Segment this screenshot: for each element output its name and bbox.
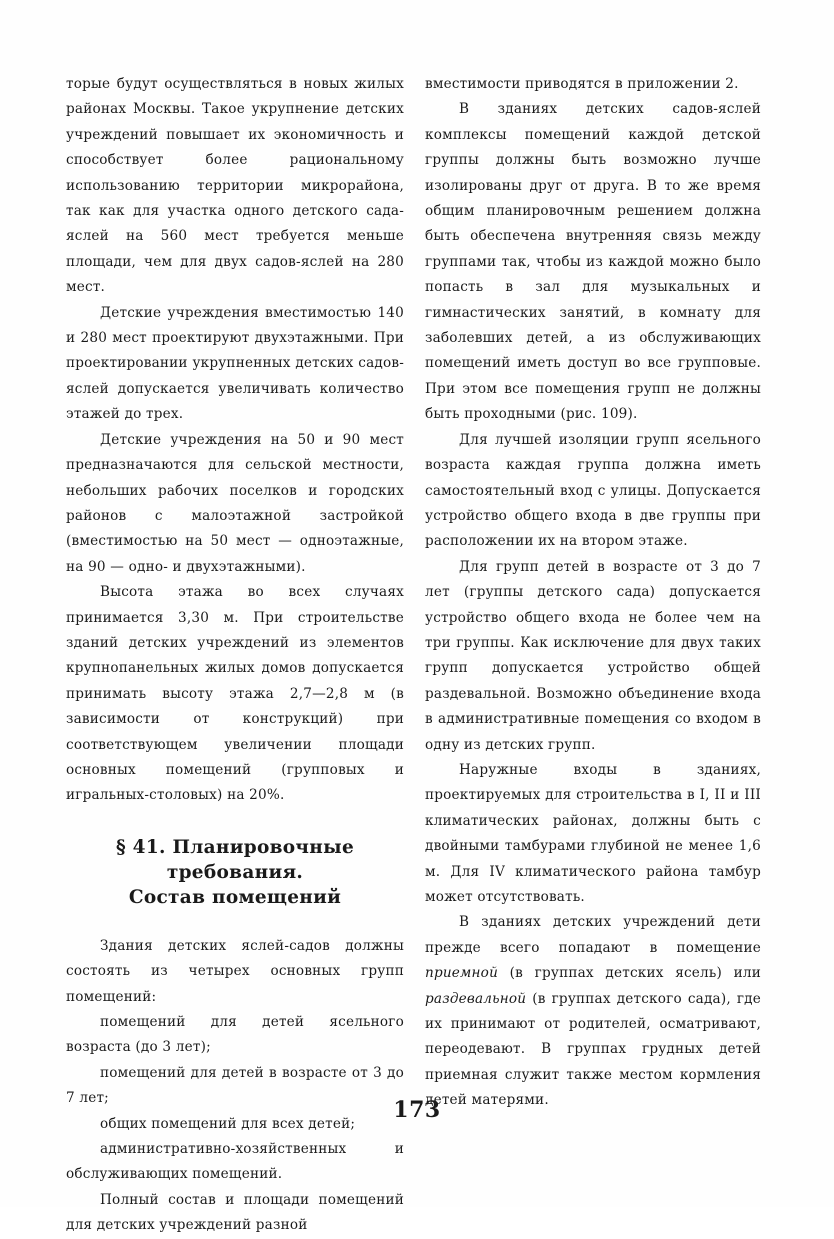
paragraph: Для лучшей изоляции групп ясельного возраста каждая группа должна иметь самостоятельный вход с улицы. Допускается устройство общего входа в две группы при расположении их на втором этаже. — [425, 431, 761, 550]
paragraph: Высота этажа во всех случаях принимается 3,30 м. При строительстве зданий детских учреждений из элементов крупнопанельных жилых домов допускается принимать высоту этажа 2,7—2,8 м (в зависимости от конструкций) при соответствующем увеличении площади основных помещений (групповых и игральных-столовых) на 20%. — [66, 584, 404, 804]
section-heading-line: § 41. Планировочные — [115, 836, 355, 858]
paragraph: Полный состав и площади помещений для детских учреждений разной — [66, 1191, 404, 1234]
left-column — [66, 72, 404, 1239]
paragraph: В зданиях детских садов-яслей комплексы помещений каждой детской группы должны быть возможно лучше изолированы друг от друга. В то же время общим планировочным решением должна быть обеспечена внутренняя связь между группами так, чтобы из каждой можно было попасть в зал для музыкальных и гимнастических занятий, в комнату для заболевших детей, а из обслуживающих помещений иметь доступ во все групповые. При этом все помещения групп не должны быть проходными (рис. 109). — [425, 101, 761, 423]
paragraph: Наружные входы в зданиях, проектируемых для строительства в I, II и III климатических районах, должны быть с двойными тамбурами глубиной не менее 1,6 м. Для IV климатического района тамбур может отсутствовать. — [425, 761, 761, 905]
paragraph: вместимости приводятся в приложении 2. — [425, 76, 739, 92]
list-item: административно-хозяйственных и обслуживающих помещений. — [66, 1141, 404, 1183]
paragraph: Здания детских яслей-садов должны состоять из четырех основных групп помещений: — [66, 937, 404, 1005]
list-item: помещений для детей в возрасте от 3 до 7 лет; — [66, 1064, 404, 1107]
right-column — [425, 72, 761, 1114]
paragraph: Детские учреждения вместимостью 140 и 280 мест проектируют двухэтажными. При проектировании укрупненных детских садов-яслей допускается увеличивать количество этажей до трех. — [66, 304, 404, 423]
text-run: В зданиях детских учреждений дети прежде всего попадают в помещение — [425, 914, 761, 956]
list-item: общих помещений для всех детей; — [100, 1115, 356, 1132]
list-item: помещений для детей ясельного возраста (до 3 лет); — [66, 1014, 404, 1056]
italic-term: приемной — [425, 965, 499, 982]
paragraph: Детские учреждения на 50 и 90 мест предназначаются для сельской местности, небольших рабочих поселков и городских районов с малоэтажной застройкой (вместимостью на 50 мест — одноэтажные, на 90 — одно- и двухэтажными). — [66, 431, 404, 575]
section-heading-line: требования. — [166, 861, 304, 883]
page-number: 173 — [393, 1097, 441, 1123]
paragraph — [425, 910, 761, 1113]
italic-term: раздевальной — [425, 990, 527, 1007]
paragraph: торые будут осуществляться в новых жилых районах Москвы. Такое укрупнение детских учреждений повышает их экономичность и способствует более рациональному использованию территории микрорайона, так как для участка одного детского сада-яслей на 560 мест требуется меньше площади, чем для двух садов-яслей на 280 мест. — [66, 76, 404, 296]
section-heading-line: Состав помещений — [128, 886, 342, 908]
text-run: (в группах детского сада), где их принимают от родителей, осматривают, переодевают. В группах грудных детей приемная служит также местом кормления детей матерями. — [425, 990, 761, 1109]
paragraph: Для групп детей в возрасте от 3 до 7 лет (группы детского сада) допускается устройство общего входа не более чем на три группы. Как исключение для двух таких групп допускается устройство общей раздевальной. Возможно объединение входа в административные помещения со входом в одну из детских групп. — [425, 558, 761, 753]
section-heading — [66, 835, 404, 910]
text-run: (в группах детских ясель) или — [498, 965, 761, 982]
